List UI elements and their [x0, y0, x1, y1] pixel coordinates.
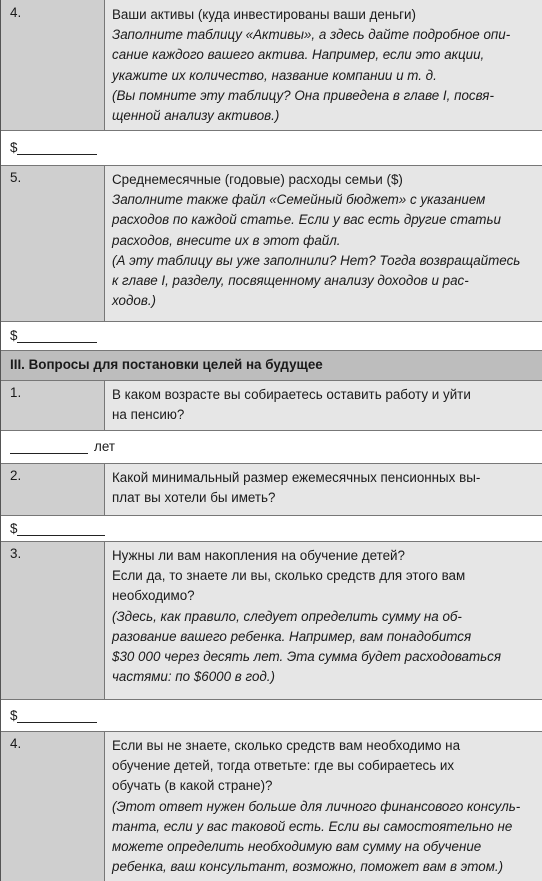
answer-blank-line[interactable] — [10, 439, 88, 454]
question-note-line: танта, если у вас таковой есть. Если вы самостоятельно не — [112, 818, 513, 834]
question-text — [104, 731, 542, 881]
question-line: необходимо? — [112, 588, 195, 604]
question-note-line: укажите их количество, название компании и т. д. — [112, 67, 437, 83]
question-note-line: Заполните также файл «Семейный бюджет» с указанием — [112, 192, 486, 208]
question-note-line: щенной анализу активов.) — [112, 108, 280, 124]
question-note-line: частями: по $6000 в год.) — [112, 669, 275, 685]
row-divider — [1, 165, 542, 166]
answer-row-assets[interactable] — [1, 130, 542, 165]
question-text — [104, 0, 542, 130]
row-divider — [1, 515, 542, 516]
question-note-line: (Вы помните эту таблицу? Она приведена в главе I, посвя- — [112, 87, 494, 103]
question-number: 5. — [10, 170, 22, 185]
row-divider — [1, 380, 542, 381]
question-note-line: (Этот ответ нужен больше для личного финансового консуль- — [112, 798, 521, 814]
row-divider — [1, 731, 542, 732]
question-line: Какой минимальный размер ежемесячных пенсионных вы- — [112, 470, 481, 485]
question-note-line: расходов по каждой статье. Если у вас есть другие статьи — [112, 212, 501, 228]
question-line: обучение детей, тогда ответьте: где вы собираетесь их — [112, 758, 455, 774]
question-line: Среднемесячные (годовые) расходы семьи ($) — [112, 172, 403, 187]
question-block-assets — [1, 0, 542, 130]
question-note-line: $30 000 через десять лет. Эта сумма будет расходоваться — [112, 649, 502, 665]
answer-blank-line[interactable] — [17, 140, 97, 155]
question-note-line: сание каждого вашего актива. Например, если это акции, — [112, 47, 485, 63]
question-text — [104, 380, 542, 430]
question-note-line: к главе I, разделу, посвященному анализу доходов и рас- — [112, 273, 469, 289]
answer-row-retirement-age[interactable] — [1, 430, 542, 463]
answer-prefix: $ — [10, 520, 18, 536]
answer-blank-line[interactable] — [17, 521, 105, 536]
question-note-line: (Здесь, как правило, следует определить сумму на об- — [112, 608, 462, 624]
question-note-line: ребенка, ваш консультант, возможно, поможет вам в этом.) — [112, 859, 504, 875]
answer-blank-line[interactable] — [17, 328, 97, 343]
question-text — [104, 463, 542, 515]
question-line: Если вы не знаете, сколько средств вам необходимо на — [112, 738, 461, 753]
question-line: В каком возрасте вы собираетесь оставить работу и уйти — [112, 387, 471, 402]
question-note-line: Заполните таблицу «Активы», а здесь дайте подробное опи- — [112, 27, 511, 43]
question-line: Нужны ли вам накопления на обучение детей? — [112, 548, 405, 563]
question-line: Ваши активы (куда инвестированы ваши деньги) — [112, 7, 416, 22]
question-number: 3. — [10, 546, 22, 561]
question-number: 2. — [10, 468, 22, 483]
question-note-line: можете определить необходимую вам сумму на обучение — [112, 839, 482, 855]
question-number: 1. — [10, 385, 22, 400]
answer-blank-line[interactable] — [17, 708, 97, 723]
question-line: на пенсию? — [112, 407, 185, 423]
question-line: обучать (в какой стране)? — [112, 778, 273, 794]
question-text — [104, 165, 542, 321]
question-note-line: разование вашего ребенка. Например, вам понадобится — [112, 628, 472, 644]
question-note-line: ходов.) — [112, 293, 157, 309]
question-block-pension — [1, 463, 542, 515]
answer-prefix: $ — [10, 707, 18, 723]
answer-prefix: $ — [10, 140, 18, 155]
question-block-expenses — [1, 165, 542, 321]
answer-row-education[interactable] — [1, 699, 542, 731]
question-block-study-country — [1, 731, 542, 881]
question-note-line: расходов, внесите их в этот файл. — [112, 232, 341, 248]
row-divider — [1, 130, 542, 131]
question-number: 4. — [10, 5, 22, 20]
question-line: Если да, то знаете ли вы, сколько средств для этого вам — [112, 568, 466, 584]
row-divider — [1, 699, 542, 700]
row-divider — [1, 430, 542, 431]
row-divider — [1, 350, 542, 351]
row-divider — [1, 541, 542, 542]
section-title: III. Вопросы для постановки целей на будущее — [1, 350, 542, 380]
question-line: плат вы хотели бы иметь? — [112, 490, 276, 506]
answer-prefix: $ — [10, 328, 18, 343]
question-text — [104, 541, 542, 699]
question-note-line: (А эту таблицу вы уже заполнили? Нет? Тогда возвращайтесь — [112, 252, 521, 268]
question-block-education — [1, 541, 542, 699]
row-divider — [1, 321, 542, 322]
answer-row-pension[interactable] — [1, 515, 542, 541]
answer-row-expenses[interactable] — [1, 321, 542, 350]
question-number: 4. — [10, 736, 22, 751]
answer-unit: лет — [94, 439, 115, 454]
row-divider — [1, 463, 542, 464]
question-block-retirement-age — [1, 380, 542, 430]
